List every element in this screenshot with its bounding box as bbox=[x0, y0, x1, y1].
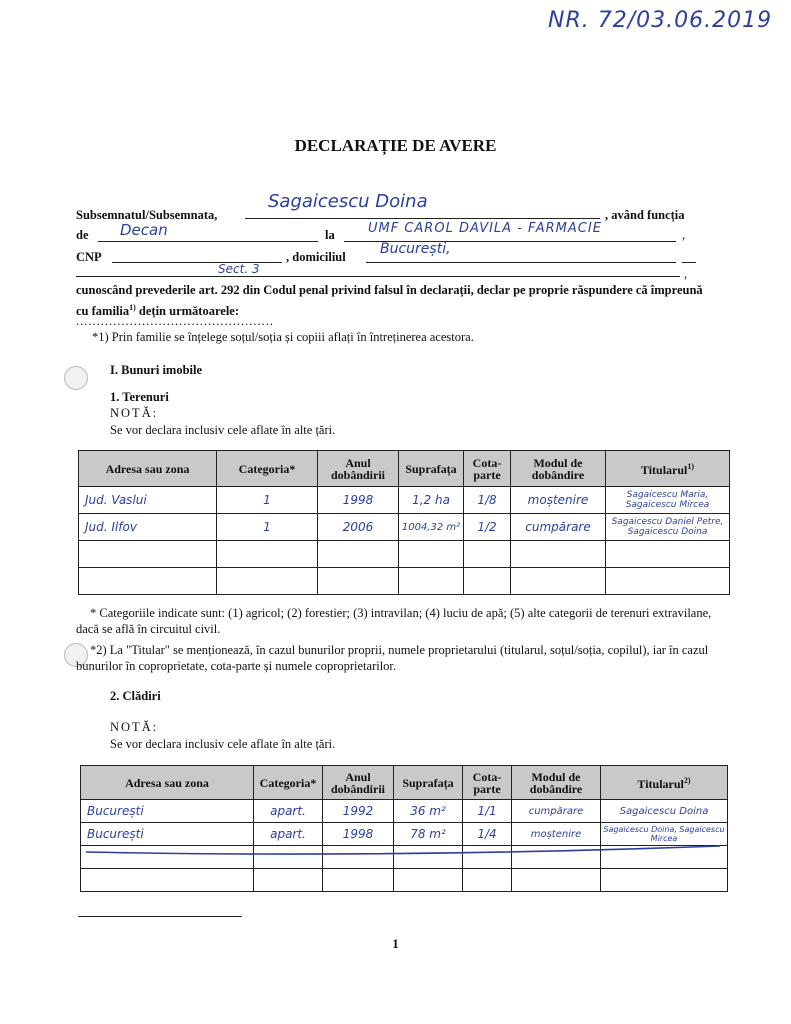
footnote-separator bbox=[78, 916, 242, 917]
cnp-label: CNP bbox=[76, 250, 102, 264]
col-categoria-cladiri: Categoria* bbox=[254, 766, 323, 800]
strike-line bbox=[80, 840, 730, 860]
col-anul-cladiri: Anul dobândirii bbox=[323, 766, 394, 800]
table-row: Jud. Ilfov 1 2006 1004,32 m² 1/2 cumpărare Sagaicescu Daniel Petre, Sagaicescu Doina bbox=[79, 514, 730, 541]
section-terenuri: 1. Terenuri bbox=[110, 390, 169, 404]
de-label: de bbox=[76, 228, 89, 242]
address-line2-field[interactable]: Sect. 3 bbox=[218, 262, 260, 276]
col-adresa: Adresa sau zona bbox=[79, 451, 217, 487]
note-titular: *2) La "Titular" se menționează, în cazul bunurilor proprii, numele proprietarului (titularul, soțul/soția, copilul), iar în cazul bunurilor în coproprietate, cota-parte și numele coproprietarilor. bbox=[76, 643, 709, 673]
table-row bbox=[79, 568, 730, 595]
terenuri-table bbox=[78, 450, 730, 595]
nota-terenuri-text: Se vor declara inclusiv cele aflate în alte țări. bbox=[110, 423, 336, 437]
footnote-family: *1) Prin familie se înțelege soțul/soția și copiii aflați în întreținerea acestora. bbox=[92, 330, 474, 344]
table-row bbox=[79, 541, 730, 568]
col-cota-cladiri: Cota-parte bbox=[463, 766, 512, 800]
avand-functia-label: , având funcția bbox=[605, 208, 685, 222]
la-label: la bbox=[325, 228, 335, 242]
col-cota: Cota-parte bbox=[464, 451, 511, 487]
nota-cladiri-text: Se vor declara inclusiv cele aflate în alte țări. bbox=[110, 737, 336, 751]
name-field[interactable]: Sagaicescu Doina bbox=[268, 191, 428, 212]
punch-hole-top bbox=[64, 366, 88, 390]
institutie-field[interactable]: UMF CAROL DAVILA - FARMACIE bbox=[368, 221, 602, 236]
col-adresa-cladiri: Adresa sau zona bbox=[81, 766, 254, 800]
table-row: Jud. Vaslui 1 1998 1,2 ha 1/8 moștenire Sagaicescu Maria, Sagaicescu Mircea bbox=[79, 487, 730, 514]
functia-field[interactable]: Decan bbox=[120, 221, 168, 239]
intro-text: cunoscând prevederile art. 292 din Codul penal privind falsul în declarații, declar pe proprie răspundere că împreună cu familia$^{1)}$ dețin următoarele: bbox=[76, 283, 703, 319]
nota-cladiri: NOTĂ: bbox=[110, 720, 159, 734]
page-title: DECLARAȚIE DE AVERE bbox=[294, 136, 497, 155]
table-row: București apart. 1992 36 m² 1/1 cumpărare Sagaicescu Doina bbox=[81, 800, 728, 823]
domiciliu-field[interactable]: București, bbox=[380, 241, 451, 257]
page-number: 1 bbox=[392, 936, 399, 951]
nota-terenuri: NOTĂ: bbox=[110, 406, 159, 420]
col-titular: Titularul$^{1)}$ bbox=[606, 451, 730, 487]
cladiri-table bbox=[80, 765, 728, 892]
domiciliul-label: , domiciliul bbox=[286, 250, 346, 264]
note-categories: * Categoriile indicate sunt: (1) agricol; (2) forestier; (3) intravilan; (4) luciu de apă; (5) alte categorii de terenuri extravilane, dacă se află în circuitul civil. bbox=[76, 606, 712, 636]
col-modul: Modul de dobândire bbox=[511, 451, 606, 487]
col-suprafata: Suprafața bbox=[399, 451, 464, 487]
col-titular-cladiri: Titularul$^{2)}$ bbox=[601, 766, 728, 800]
col-anul: Anul dobândirii bbox=[318, 451, 399, 487]
col-suprafata-cladiri: Suprafața bbox=[394, 766, 463, 800]
table-row: București apart. 1998 78 m² 1/4 moștenire Sagaicescu Doina, Sagaicescu Mircea bbox=[81, 823, 728, 846]
subsemnatul-label: Subsemnatul/Subsemnata, bbox=[76, 208, 218, 222]
registration-number: NR. 72/03.06.2019 bbox=[548, 8, 773, 33]
section-bunuri-imobile: I. Bunuri imobile bbox=[110, 363, 203, 377]
table-row bbox=[81, 869, 728, 892]
col-categoria: Categoria* bbox=[217, 451, 318, 487]
section-cladiri: 2. Clădiri bbox=[110, 689, 161, 703]
col-modul-cladiri: Modul de dobândire bbox=[512, 766, 601, 800]
